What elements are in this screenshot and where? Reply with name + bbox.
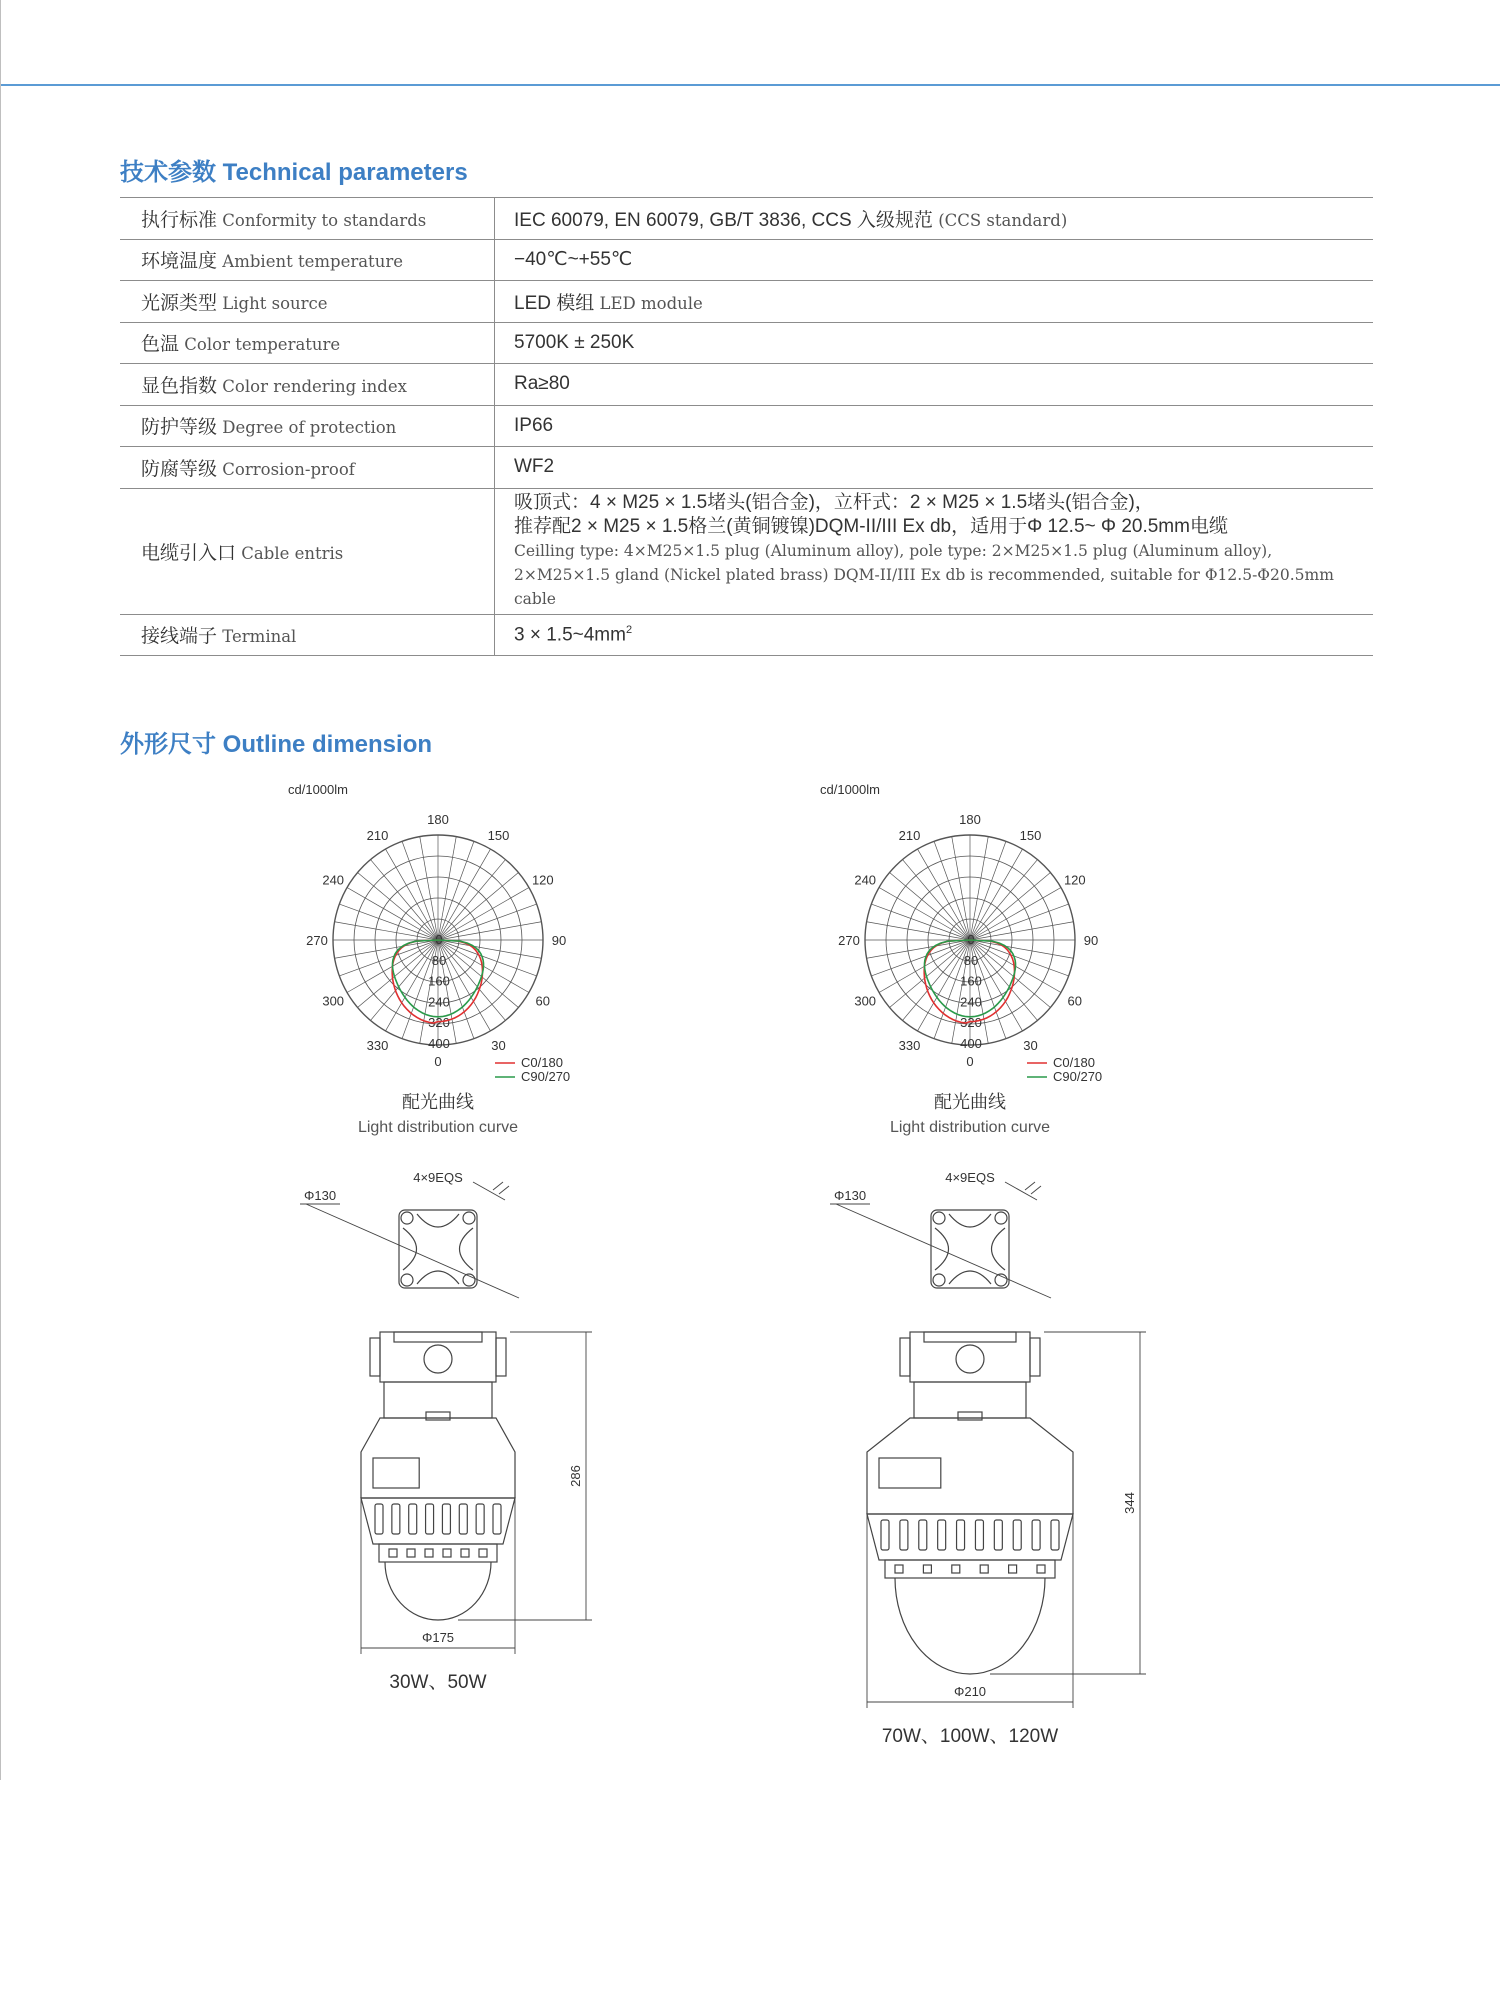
fixture-fin [426, 1504, 434, 1534]
dim-width: Φ175 [421, 1630, 455, 1645]
mount-hole [401, 1212, 413, 1224]
dim-diameter-top: Φ130 [834, 1188, 867, 1203]
eqs-tick [1025, 1182, 1035, 1190]
fixture-fin [957, 1520, 965, 1550]
param-key-en: Conformity to standards [222, 210, 427, 230]
polar-angle-label: 150 [487, 828, 510, 844]
polar-caption-cn: 配光曲线 [934, 1092, 1006, 1112]
fixture-fin [994, 1520, 1002, 1550]
fixture-fin [881, 1520, 889, 1550]
top-view-box [931, 1210, 1009, 1288]
param-row [120, 198, 1373, 240]
polar-angle-label: 120 [1063, 872, 1086, 888]
polar-radial-label: 240 [428, 994, 450, 1010]
fixture-cap-ring [924, 1332, 1016, 1342]
polar-angle-label: 270 [306, 933, 328, 948]
fixture-vent [389, 1549, 397, 1557]
polar-angle-label: 210 [366, 828, 389, 844]
polar-angle-label: 300 [322, 993, 345, 1009]
outline-drawing-left [304, 1160, 630, 1710]
polar-chart-left [260, 775, 620, 1145]
polar-angle-label: 90 [1083, 933, 1099, 948]
dim-width: Φ210 [953, 1684, 987, 1699]
param-value-main: −40℃~+55℃ [514, 249, 633, 271]
fixture-fin [919, 1520, 927, 1550]
legend-label: C90/270 [1053, 1069, 1103, 1084]
fixture-fin [409, 1504, 417, 1534]
param-value [495, 198, 1374, 240]
polar-angle-label: 90 [551, 933, 567, 948]
param-key-en: Color temperature [184, 335, 341, 355]
fixture-cap [910, 1332, 1030, 1382]
param-key [120, 447, 495, 489]
top-view-contour [417, 1271, 459, 1284]
param-value-main: IEC 60079, EN 60079, GB/T 3836, CCS 入级规范 [514, 209, 933, 231]
fixture-cap [380, 1332, 496, 1382]
param-value [495, 488, 1374, 614]
polar-angle-label: 240 [854, 872, 877, 888]
param-key-cn: 显色指数 [141, 375, 218, 397]
fixture-fin [392, 1504, 400, 1534]
top-view-contour [935, 1228, 949, 1270]
fixture-fin [476, 1504, 484, 1534]
polar-radial-label: 400 [960, 1035, 982, 1051]
drawing-caption: 30W、50W [389, 1672, 487, 1693]
polar-radial-label: 80 [431, 952, 447, 968]
cable-line2: 推荐配2 × M25 × 1.5格兰(黄铜镀镍)DQM-II/III Ex db，适用于Φ 12.5~ Φ 20.5mm电缆 [514, 516, 1228, 537]
param-value [495, 364, 1374, 406]
fixture-dome [895, 1578, 1045, 1674]
param-key [120, 322, 495, 364]
fixture-fin [938, 1520, 946, 1550]
legend-label: C0/180 [521, 1055, 563, 1070]
dim-eqs: 4×9EQS [945, 1170, 995, 1185]
param-key-en: Ambient temperature [222, 252, 403, 272]
eqs-tick [493, 1182, 503, 1190]
top-view-contour [417, 1214, 459, 1227]
fixture-vent [443, 1549, 451, 1557]
polar-angle-label: 180 [959, 812, 981, 827]
polar-radial-label: 80 [963, 952, 979, 968]
fixture-neck-screw [958, 1412, 982, 1420]
top-view-contour [949, 1271, 991, 1284]
fixture-neck-screw [426, 1412, 450, 1420]
fixture-cap-ring [394, 1332, 482, 1342]
param-value-main: LED 模组 [514, 292, 595, 314]
param-row [120, 364, 1373, 406]
eqs-tick [1031, 1186, 1041, 1194]
outline-drawing-right [834, 1160, 1180, 1760]
fixture-vent [1037, 1565, 1045, 1573]
polar-radial-label: 0 [967, 932, 975, 947]
page-left-border [0, 0, 1, 1780]
param-value-main: Ra≥80 [514, 373, 570, 395]
param-key-en: Cable entris [241, 543, 344, 563]
param-key [120, 488, 495, 614]
dim-diameter-top: Φ130 [304, 1188, 337, 1203]
polar-angle-label: 210 [898, 828, 921, 844]
fixture-dome [385, 1562, 491, 1620]
fixture-fin [459, 1504, 467, 1534]
param-key [120, 198, 495, 240]
param-row-terminal [120, 614, 1373, 656]
cable-line4: 2×M25×1.5 gland (Nickel plated brass) DQM-II/III Ex db is recommended, suitable for Φ12.5-Φ20.5mm cable [514, 566, 1334, 608]
polar-angle-label: 30 [1023, 1037, 1038, 1053]
fixture-vent [461, 1549, 469, 1557]
legend-label: C0/180 [1053, 1055, 1095, 1070]
param-key [120, 364, 495, 406]
param-key-cn: 防护等级 [141, 417, 218, 439]
top-view-contour [992, 1228, 1006, 1270]
fixture-fin [375, 1504, 383, 1534]
param-key-cn: 色温 [141, 334, 180, 356]
param-row [120, 281, 1373, 323]
header-rule [0, 84, 1500, 86]
dim-eqs: 4×9EQS [413, 1170, 463, 1185]
polar-angle-label: 270 [838, 933, 860, 948]
outline-title: 外形尺寸 Outline dimension [120, 731, 433, 758]
fixture-fin [1032, 1520, 1040, 1550]
polar-angle-label: 330 [366, 1037, 389, 1053]
fixture-fin [442, 1504, 450, 1534]
fixture-cap-ear [370, 1338, 380, 1376]
polar-chart-right [792, 775, 1152, 1145]
drawing-caption: 70W、100W、120W [881, 1726, 1059, 1747]
param-value [495, 614, 1374, 656]
fixture-vent [923, 1565, 931, 1573]
polar-angle-label: 150 [1019, 828, 1042, 844]
fixture-fin [975, 1520, 983, 1550]
param-key-en: Color rendering index [222, 376, 407, 396]
param-value-main: 3 × 1.5~4mm [514, 623, 626, 645]
mount-hole [933, 1274, 945, 1286]
param-row [120, 322, 1373, 364]
top-view-contour [403, 1228, 417, 1270]
param-key-cn: 防腐等级 [141, 458, 218, 480]
param-row [120, 447, 1373, 489]
param-key-cn: 环境温度 [141, 251, 218, 273]
polar-caption-en: Light distribution curve [889, 1119, 1051, 1136]
mount-hole [933, 1212, 945, 1224]
mount-hole [401, 1274, 413, 1286]
polar-angle-label: 60 [535, 993, 551, 1009]
fixture-nameplate [373, 1458, 419, 1488]
param-key-en: Degree of protection [222, 418, 397, 438]
param-key-en: Terminal [222, 627, 297, 647]
polar-radial-label: 320 [960, 1015, 982, 1031]
param-value-main: WF2 [514, 456, 555, 478]
top-view-box [399, 1210, 477, 1288]
param-row [120, 239, 1373, 281]
fixture-cap-ear [496, 1338, 506, 1376]
params-table [120, 197, 1373, 656]
param-value-en: LED module [599, 293, 703, 313]
fixture-fin [1013, 1520, 1021, 1550]
param-key-en: Light source [222, 293, 328, 313]
param-value [495, 405, 1374, 447]
legend-label: C90/270 [521, 1069, 571, 1084]
param-key-cn: 光源类型 [141, 292, 218, 314]
param-key [120, 281, 495, 323]
param-key [120, 405, 495, 447]
top-view-contour [460, 1228, 474, 1270]
fixture-nameplate [879, 1458, 941, 1488]
mount-hole [995, 1212, 1007, 1224]
param-value [495, 239, 1374, 281]
polar-angle-label: 330 [898, 1037, 921, 1053]
cable-line3: Ceilling type: 4×M25×1.5 plug (Aluminum alloy), pole type: 2×M25×1.5 plug (Aluminum alloy), [514, 542, 1273, 560]
cable-line1: 吸顶式：4 × M25 × 1.5堵头(铝合金)，立杆式：2 × M25 × 1.5堵头(铝合金)， [514, 492, 1154, 513]
fixture-vent [407, 1549, 415, 1557]
fixture-housing [867, 1418, 1073, 1514]
polar-unit-label: cd/1000lm [288, 782, 348, 797]
polar-caption-en: Light distribution curve [357, 1119, 519, 1136]
polar-angle-label: 60 [1067, 993, 1083, 1009]
polar-radial-label: 160 [960, 973, 982, 989]
polar-unit-label: cd/1000lm [820, 782, 880, 797]
param-key [120, 614, 495, 656]
param-key-cn: 执行标准 [141, 209, 218, 231]
fixture-entry [424, 1345, 452, 1373]
terminal-sup: 2 [625, 623, 633, 636]
polar-angle-label: 300 [854, 993, 877, 1009]
fixture-fin [900, 1520, 908, 1550]
polar-radial-label: 400 [428, 1035, 450, 1051]
param-value-main: IP66 [514, 414, 554, 436]
polar-radial-label: 0 [435, 932, 443, 947]
fixture-vent [952, 1565, 960, 1573]
param-key-en: Corrosion-proof [222, 459, 355, 479]
param-value-en: (CCS standard) [938, 210, 1068, 230]
param-value-main: 5700K ± 250K [514, 331, 635, 353]
param-row [120, 405, 1373, 447]
fixture-fin [1051, 1520, 1059, 1550]
fixture-fins [361, 1498, 515, 1544]
param-key-cn: 电缆引入口 [141, 542, 237, 564]
params-title: 技术参数 Technical parameters [120, 159, 468, 186]
dim-height: 344 [1122, 1492, 1137, 1514]
fixture-vent [980, 1565, 988, 1573]
fixture-entry [956, 1345, 984, 1373]
polar-radial-label: 160 [428, 973, 450, 989]
fixture-vent [425, 1549, 433, 1557]
polar-angle-label: 0 [966, 1054, 974, 1069]
fixture-vent [895, 1565, 903, 1573]
param-key [120, 239, 495, 281]
param-value [495, 447, 1374, 489]
polar-angle-label: 240 [322, 872, 345, 888]
top-view-contour [949, 1214, 991, 1227]
param-key-cn: 接线端子 [141, 626, 218, 648]
fixture-vent [1009, 1565, 1017, 1573]
fixture-fin [493, 1504, 501, 1534]
param-value [495, 322, 1374, 364]
polar-radial-label: 320 [428, 1015, 450, 1031]
polar-angle-label: 0 [434, 1054, 442, 1069]
param-value [495, 281, 1374, 323]
fixture-cap-ear [1030, 1338, 1040, 1376]
eqs-tick [499, 1186, 509, 1194]
fixture-ring [885, 1560, 1055, 1578]
polar-angle-label: 120 [531, 872, 554, 888]
param-row-cable [120, 488, 1373, 614]
dim-height: 286 [568, 1465, 583, 1487]
polar-radial-label: 240 [960, 994, 982, 1010]
mount-hole [463, 1212, 475, 1224]
fixture-cap-ear [900, 1338, 910, 1376]
fixture-fins [867, 1514, 1073, 1560]
polar-angle-label: 30 [491, 1037, 506, 1053]
polar-caption-cn: 配光曲线 [402, 1092, 474, 1112]
fixture-vent [479, 1549, 487, 1557]
polar-angle-label: 180 [427, 812, 449, 827]
